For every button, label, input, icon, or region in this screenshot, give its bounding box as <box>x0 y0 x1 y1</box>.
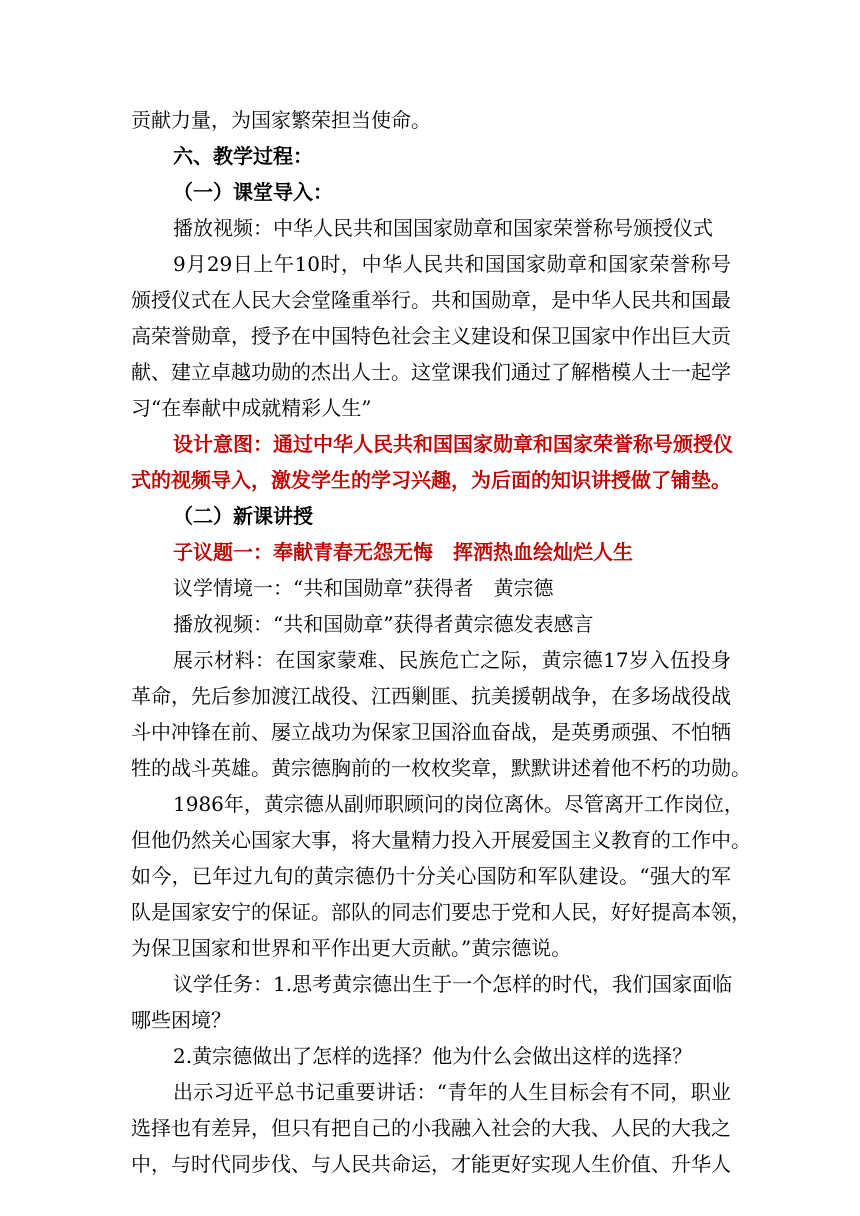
paragraph-line: 贡献力量，为国家繁荣担当使命。 <box>131 108 431 132</box>
paragraph-line: 献、建立卓越功勋的杰出人士。这堂课我们通过了解楷模人士一起学 <box>131 360 731 384</box>
subsection-heading-intro: （一）课堂导入： <box>173 180 333 204</box>
paragraph-line: 斗中冲锋在前、屡立战功为保家卫国浴血奋战，是英勇顽强、不怕牺 <box>131 720 731 744</box>
paragraph-line: 哪些困境？ <box>131 1008 231 1032</box>
paragraph-line: 习“在奉献中成就精彩人生” <box>131 396 372 420</box>
paragraph-line: 中，与时代同步伐、与人民共命运，才能更好实现人生价值、升华人 <box>131 1152 731 1176</box>
paragraph-line: 出示习近平总书记重要讲话：“青年的人生目标会有不同，职业 <box>173 1080 731 1104</box>
design-intent-line: 设计意图：通过中华人民共和国国家勋章和国家荣誉称号颁授仪 <box>173 432 733 456</box>
subsection-heading-new-lesson: （二）新课讲授 <box>173 504 313 528</box>
paragraph-line: 播放视频：中华人民共和国国家勋章和国家荣誉称号颁授仪式 <box>173 216 713 240</box>
design-intent-line: 式的视频导入，激发学生的学习兴趣，为后面的知识讲授做了铺垫。 <box>131 468 731 492</box>
paragraph-line: 播放视频：“共和国勋章”获得者黄宗德发表感言 <box>173 612 594 636</box>
paragraph-line: 选择也有差异，但只有把自己的小我融入社会的大我、人民的大我之 <box>131 1116 731 1140</box>
sub-topic-heading: 子议题一：奉献青春无怨无悔 挥洒热血绘灿烂人生 <box>173 540 633 564</box>
paragraph-line: 1986年，黄宗德从副师职顾问的岗位离休。尽管离开工作岗位， <box>173 792 744 816</box>
paragraph-line: 展示材料：在国家蒙难、民族危亡之际，黄宗德17岁入伍投身 <box>173 648 731 672</box>
paragraph-line: 议学任务：1.思考黄宗德出生于一个怎样的时代，我们国家面临 <box>173 972 733 996</box>
paragraph-line: 如今，已年过九旬的黄宗德仍十分关心国防和军队建设。“强大的军 <box>131 864 731 888</box>
paragraph-line: 2.黄宗德做出了怎样的选择？他为什么会做出这样的选择？ <box>173 1044 693 1068</box>
paragraph-line: 但他仍然关心国家大事，将大量精力投入开展爱国主义教育的工作中。 <box>131 828 751 852</box>
paragraph-line: 队是国家安宁的保证。部队的同志们要忠于党和人民，好好提高本领， <box>131 900 751 924</box>
paragraph-line: 9月29日上午10时，中华人民共和国国家勋章和国家荣誉称号 <box>173 252 731 276</box>
paragraph-line: 颁授仪式在人民大会堂隆重举行。共和国勋章，是中华人民共和国最 <box>131 288 731 312</box>
paragraph-line: 高荣誉勋章，授予在中国特色社会主义建设和保卫国家中作出巨大贡 <box>131 324 731 348</box>
paragraph-line: 议学情境一：“共和国勋章”获得者 黄宗德 <box>173 576 554 600</box>
paragraph-line: 革命，先后参加渡江战役、江西剿匪、抗美援朝战争，在多场战役战 <box>131 684 731 708</box>
paragraph-line: 牲的战斗英雄。黄宗德胸前的一枚枚奖章，默默讲述着他不朽的功勋。 <box>131 756 751 780</box>
section-heading-teaching-process: 六、教学过程： <box>173 144 313 168</box>
paragraph-line: 为保卫国家和世界和平作出更大贡献。”黄宗德说。 <box>131 936 572 960</box>
